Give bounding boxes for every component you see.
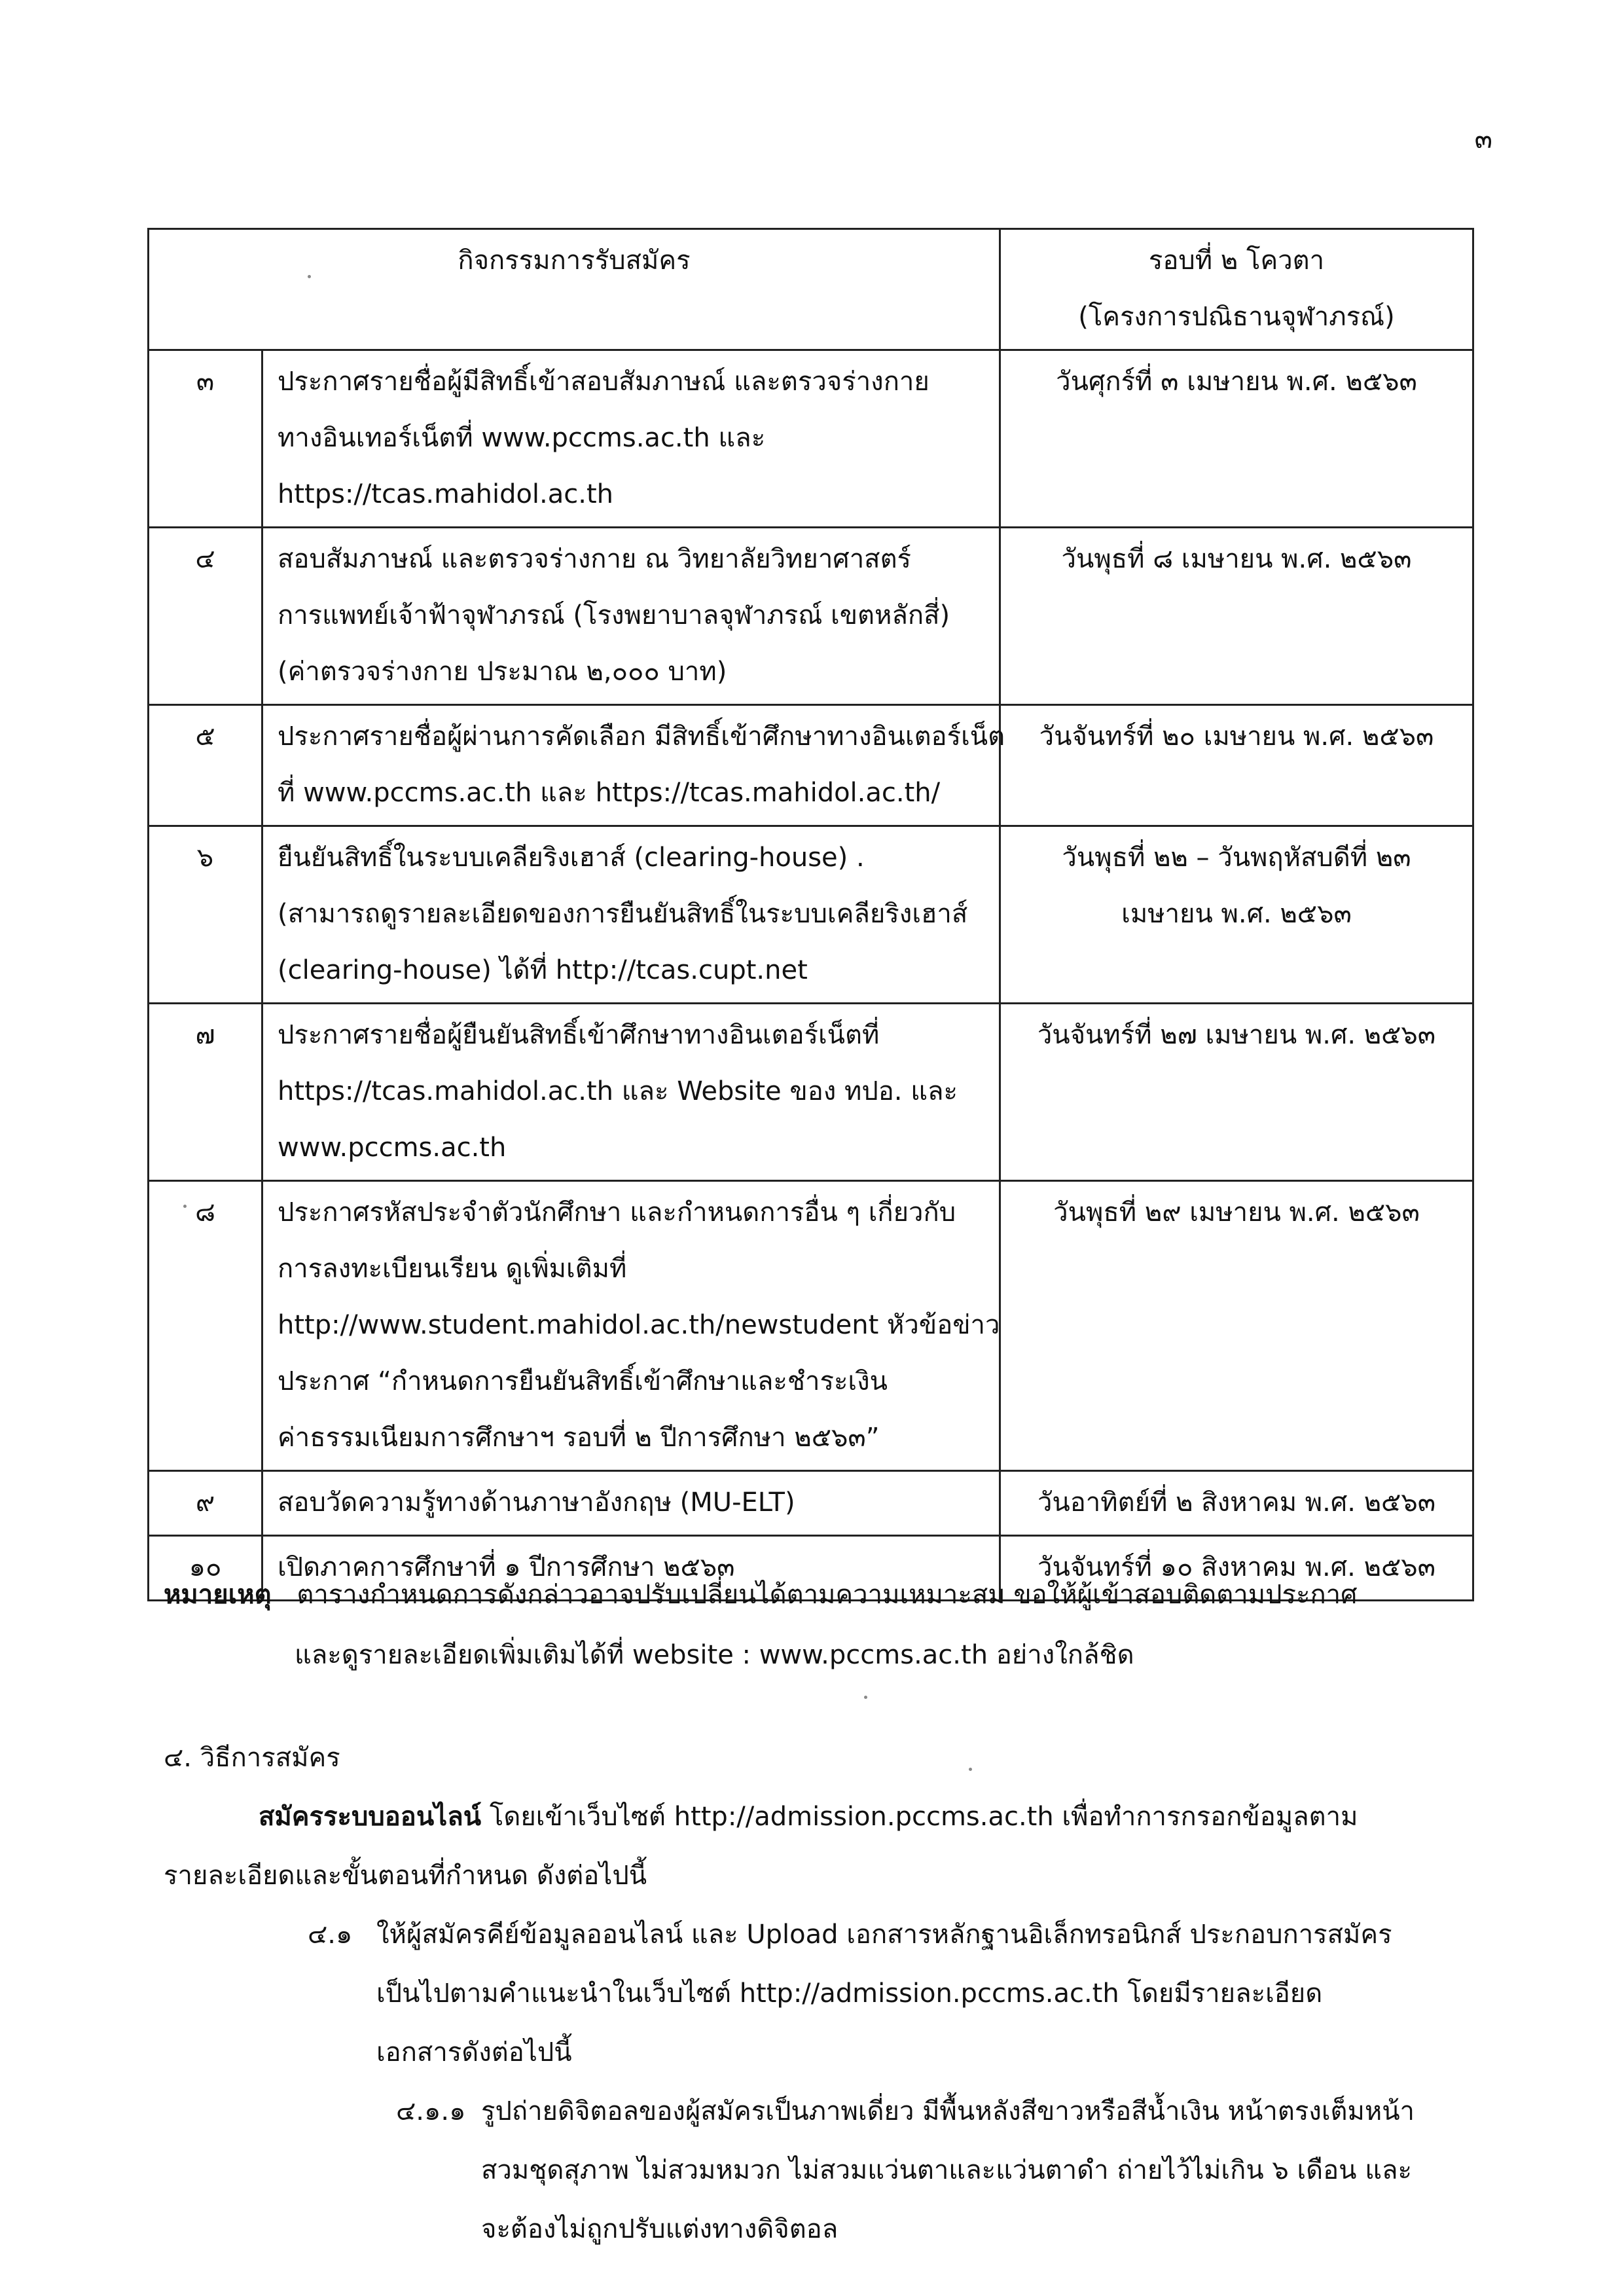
row-number: ๘ [149,1181,262,1471]
header-round-line2: (โครงการปณิธานจุฬาภรณ์) [1078,302,1395,332]
row-activity [262,1004,1000,1181]
activity-line: www.pccms.ac.th [278,1133,507,1163]
note [164,1565,1473,1685]
row-number: ๓ [149,350,262,528]
schedule-table [147,228,1474,1601]
row-number: ๔ [149,528,262,705]
section-heading: ๔. วิธีการสมัคร [164,1743,340,1773]
activity-line: ค่าธรรมเนียมการศึกษาฯ รอบที่ ๒ ปีการศึกษา ๒๕๖๓” [278,1423,880,1453]
row-activity [262,705,1005,826]
table-row [149,826,1473,1004]
date-line: วันอาทิตย์ที่ ๒ สิงหาคม พ.ศ. ๒๕๖๓ [1037,1487,1436,1518]
date-line: วันจันทร์ที่ ๑๐ สิงหาคม พ.ศ. ๒๕๖๓ [1038,1552,1435,1582]
header-round [1000,229,1473,350]
activity-line: สอบสัมภาษณ์ และตรวจร่างกาย ณ วิทยาลัยวิทยาศาสตร์ [278,544,912,574]
row-date [1000,350,1473,528]
item-4-1-1-line: สวมชุดสุภาพ ไม่สวมหมวก ไม่สวมแว่นตาและแว่นตาดำ ถ่ายไว้ไม่เกิน ๖ เดือน และ [481,2155,1412,2185]
date-line: วันจันทร์ที่ ๒๐ เมษายน พ.ศ. ๒๕๖๓ [1039,721,1434,752]
item-4-1-line: ให้ผู้สมัครคีย์ข้อมูลออนไลน์ และ Upload เอกสารหลักฐานอิเล็กทรอนิกส์ ประกอบการสมัคร [376,1920,1392,1950]
date-line: วันพุธที่ ๘ เมษายน พ.ศ. ๒๕๖๓ [1061,544,1412,574]
section-4 [164,1728,1473,2259]
row-number: ๗ [149,1004,262,1181]
date-line: วันพุธที่ ๒๙ เมษายน พ.ศ. ๒๕๖๓ [1053,1197,1420,1228]
row-activity [262,350,1000,528]
item-4-1-1-line: จะต้องไม่ถูกปรับแต่งทางดิจิตอล [481,2214,839,2244]
item-4-1-line: เป็นไปตามคำแนะนำในเว็บไซต์ http://admission.pccms.ac.th โดยมีรายละเอียด [376,1978,1323,2009]
page-number: ๓ [1474,124,1492,155]
row-number: ๕ [149,705,262,826]
note-line2: และดูรายละเอียดเพิ่มเติมได้ที่ website : www.pccms.ac.th อย่างใกล้ชิด [295,1640,1134,1670]
table-row [149,1471,1473,1536]
activity-line: (clearing-house) ได้ที่ http://tcas.cupt.net [278,955,808,985]
row-date [1000,826,1473,1004]
item-4-1-line: เอกสารดังต่อไปนี้ [376,2037,572,2068]
activity-line: ยืนยันสิทธิ์ในระบบเคลียริงเฮาส์ (clearing-house) . [278,843,865,873]
row-date [1000,1471,1473,1536]
table-row [149,1004,1473,1181]
activity-line: ทางอินเทอร์เน็ตที่ www.pccms.ac.th และ [278,423,766,453]
note-line1: ตารางกำหนดการดังกล่าวอาจปรับเปลี่ยนได้ตามความเหมาะสม ขอให้ผู้เข้าสอบติดตามประกาศ [297,1580,1358,1610]
section-intro [164,1787,1473,1846]
activity-line: ที่ www.pccms.ac.th และ https://tcas.mahidol.ac.th/ [278,778,941,808]
activity-line: ประกาศรายชื่อผู้มีสิทธิ์เข้าสอบสัมภาษณ์ และตรวจร่างกาย [278,367,929,397]
item-4-1 [308,1905,1473,2082]
activity-line: เปิดภาคการศึกษาที่ ๑ ปีการศึกษา ๒๕๖๓ [278,1552,735,1582]
item-4-1-1-line: รูปถ่ายดิจิตอลของผู้สมัครเป็นภาพเดี่ยว มีพื้นหลังสีขาวหรือสีน้ำเงิน หน้าตรงเต็มหน้า [481,2096,1415,2126]
row-activity [262,528,1000,705]
item-4-1-number: ๔.๑ [308,1920,353,1950]
row-date [1000,705,1473,826]
activity-line: การแพทย์เจ้าฟ้าจุฬาภรณ์ (โรงพยาบาลจุฬาภรณ์ เขตหลักสี่) [278,600,950,630]
activity-line: ประกาศ “กำหนดการยืนยันสิทธิ์เข้าศึกษาและชำระเงิน [278,1366,888,1396]
activity-line: การลงทะเบียนเรียน ดูเพิ่มเติมที่ [278,1254,627,1284]
header-activity: กิจกรรมการรับสมัคร [149,229,1000,350]
row-activity [262,826,1000,1004]
date-line: วันศุกร์ที่ ๓ เมษายน พ.ศ. ๒๕๖๓ [1056,367,1417,397]
row-date [1000,1004,1473,1181]
row-activity [262,1181,1000,1471]
table-header-row [149,229,1473,350]
activity-line: สอบวัดความรู้ทางด้านภาษาอังกฤษ (MU-ELT) [278,1487,795,1518]
date-line: วันจันทร์ที่ ๒๗ เมษายน พ.ศ. ๒๕๖๓ [1037,1020,1436,1050]
header-round-line1: รอบที่ ๒ โควตา [1148,246,1325,276]
row-date [1000,528,1473,705]
table-row [149,1181,1473,1471]
activity-line: ประกาศรายชื่อผู้ผ่านการคัดเลือก มีสิทธิ์เข้าศึกษาทางอินเตอร์เน็ต [278,721,1005,752]
note-label: หมายเหตุ [164,1580,272,1610]
item-4-1-1-number: ๔.๑.๑ [396,2096,466,2126]
activity-line: ประกาศรหัสประจำตัวนักศึกษา และกำหนดการอื่น ๆ เกี่ยวกับ [278,1197,956,1228]
row-number: ๑๐ [149,1536,262,1601]
row-number: ๖ [149,826,262,1004]
scan-speck [969,1768,972,1771]
row-number: ๙ [149,1471,262,1536]
intro-line2: รายละเอียดและขั้นตอนที่กำหนด ดังต่อไปนี้ [164,1861,647,1891]
schedule-body [149,350,1473,1601]
date-line: วันพุธที่ ๒๒ – วันพฤหัสบดีที่ ๒๓ [1062,843,1411,873]
intro-lead: สมัครระบบออนไลน์ [259,1802,482,1832]
row-activity [262,1471,1000,1536]
activity-line: http://www.student.mahidol.ac.th/newstudent หัวข้อข่าว [278,1310,1000,1340]
table-row [149,528,1473,705]
intro-rest: โดยเข้าเว็บไซต์ http://admission.pccms.ac.th เพื่อทำการกรอกข้อมูลตาม [481,1802,1358,1832]
table-row [149,705,1473,826]
scan-speck [183,1205,187,1208]
activity-line: https://tcas.mahidol.ac.th [278,479,614,509]
activity-line: (ค่าตรวจร่างกาย ประมาณ ๒,๐๐๐ บาท) [278,657,727,687]
date-line: เมษายน พ.ศ. ๒๕๖๓ [1121,899,1352,929]
item-4-1-1 [396,2082,1473,2259]
activity-line: (สามารถดูรายละเอียดของการยืนยันสิทธิ์ในระบบเคลียริงเฮาส์ [278,899,968,929]
row-date [1000,1181,1473,1471]
activity-line: ประกาศรายชื่อผู้ยืนยันสิทธิ์เข้าศึกษาทางอินเตอร์เน็ตที่ [278,1020,880,1050]
scan-speck [308,275,311,278]
activity-line: https://tcas.mahidol.ac.th และ Website ของ ทปอ. และ [278,1076,958,1106]
table-row [149,350,1473,528]
scan-speck [864,1696,867,1699]
